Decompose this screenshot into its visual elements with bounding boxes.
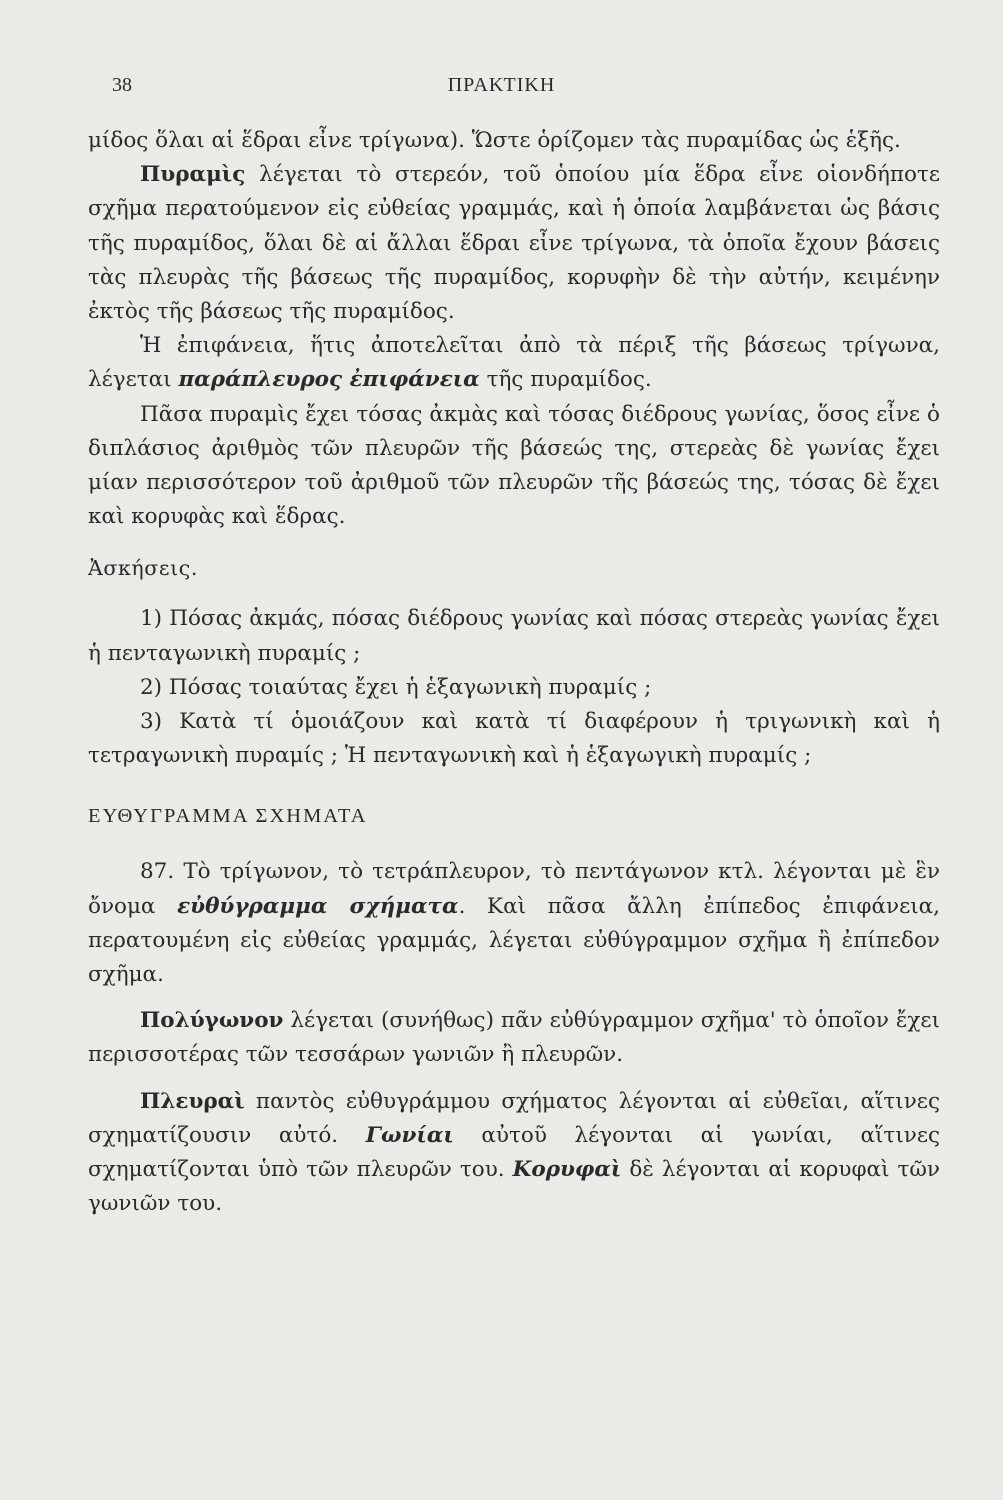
- exercise-1: 1) Πόσας ἀκμάς, πόσας διέδρους γωνίας καὶ πόσας στερεὰς γωνίας ἔχει ἡ πενταγωνικὴ πυραμίς ;: [88, 606, 940, 666]
- sides-text: παντὸς εὐθυγράμμου σχήματος λέγονται αἱ εὐθεῖαι, αἵτινες σχηματίζουσιν αὐτό.: [88, 1088, 940, 1148]
- paragraph-pyramid-definition: [88, 158, 940, 329]
- page-header: [0, 70, 1003, 104]
- exercise-3: 3) Κατὰ τί ὁμοιάζουν καὶ κατὰ τί διαφέρουν ἡ τριγωνικὴ καὶ ἡ τετραγωνικὴ πυραμίς ; Ἡ πενταγωνικὴ καὶ ἡ ἑξαγωγικὴ πυραμίς ;: [88, 709, 940, 769]
- paragraph-87-tail: . Καὶ πᾶσα ἄλλη ἐπίπεδος ἐπιφάνεια, περατουμένη εἰς εὐθείας γραμμάς, λέγεται εὐθύγραμμον σχῆμα ἢ ἐπίπεδον σχῆμα.: [88, 893, 940, 988]
- paragraph-lateral-surface: [88, 329, 940, 397]
- definition-text: λέγεται τὸ στερεόν, τοῦ ὁποίου μία ἕδρα εἶνε οἱονδήποτε σχῆμα περατούμενον εἰς εὐθείας γραμμάς, καὶ ἡ ὁποία λαμβάνεται ὡς βάσις τῆς πυραμίδος, ὅλαι δὲ αἱ ἄλλαι ἕδραι εἶνε τρίγωνα, τὰ ὁποῖα ἔχουν βάσεις τὰς πλευρὰς τῆς βάσεως τῆς πυραμίδος, κορυφὴν δὲ τὴν αὐτήν, κειμένην ἐκτὸς τῆς βάσεως τῆς πυραμίδος.: [88, 162, 940, 325]
- term-angles: Γωνίαι: [365, 1122, 454, 1148]
- sides-mid: αὐτοῦ λέγονται αἱ γωνίαι, αἵτινες σχηματίζονται ὑπὸ τῶν πλευρῶν του.: [88, 1122, 940, 1183]
- section-title: ΕΥΘΥΓΡΑΜΜΑ ΣΧΗΜΑΤΑ: [88, 805, 368, 828]
- term-rectilinear-figures: εὐθύγραμμα σχήματα: [177, 893, 459, 919]
- term-polygon: Πολύγωνον: [140, 1008, 284, 1034]
- paragraph-87: [88, 855, 940, 992]
- lateral-surface-text: Ἡ ἐπιφάνεια, ἥτις ἀποτελεῖται ἀπὸ τὰ πέριξ τῆς βάσεως τρίγωνα, λέγεται: [88, 333, 940, 393]
- spacer: [88, 1073, 940, 1085]
- term-pyramid: Πυραμὶς: [140, 162, 246, 188]
- paragraph-polygon: [88, 1004, 940, 1072]
- spacer: [88, 992, 940, 1004]
- exercise-2: 2) Πόσας τοιαύτας ἔχει ἡ ἑξαγωνικὴ πυραμίς ;: [140, 674, 652, 700]
- exercises-title: Ἀσκήσεις.: [88, 556, 198, 581]
- page-number: 38: [112, 74, 132, 96]
- page-body: [88, 124, 940, 1221]
- running-title: ΠΡΑΚΤΙΚΗ: [447, 74, 556, 96]
- paragraph-87-text: 87. Τὸ τρίγωνον, τὸ τετράπλευρον, τὸ πεντάγωνον κτλ. λέγονται μὲ ἓν ὄνομα: [88, 859, 940, 919]
- paragraph-continuation: μίδος ὅλαι αἱ ἕδραι εἶνε τρίγωνα). Ὥστε ὁρίζομεν τὰς πυραμίδας ὡς ἑξῆς.: [88, 128, 901, 153]
- term-sides: Πλευραὶ: [140, 1088, 245, 1114]
- term-vertices: Κορυφαὶ: [512, 1157, 622, 1183]
- term-lateral-surface: παράπλευρος ἐπιφάνεια: [178, 367, 480, 393]
- paragraph-sides: [88, 1085, 940, 1222]
- sides-tail: δὲ λέγονται αἱ κορυφαὶ τῶν γωνιῶν του.: [88, 1157, 940, 1217]
- polygon-text: λέγεται (συνήθως) πᾶν εὐθύγραμμον σχῆμα' τὸ ὁποῖον ἔχει περισσοτέρας τῶν τεσσάρων γωνιῶν ἢ πλευρῶν.: [88, 1008, 940, 1068]
- lateral-surface-tail: τῆς πυραμίδος.: [479, 367, 652, 393]
- paragraph-edges-count: Πᾶσα πυραμὶς ἔχει τόσας ἀκμὰς καὶ τόσας διέδρους γωνίας, ὅσος εἶνε ὁ διπλάσιος ἀριθμὸς τῶν πλευρῶν τῆς βάσεώς της, στερεὰς δὲ γωνίας ἔχει μίαν περισσότερον τοῦ ἀριθμοῦ τῶν πλευρῶν τῆς βάσεώς της, τόσας δὲ ἔχει καὶ κορυφὰς καὶ ἕδρας.: [88, 401, 940, 530]
